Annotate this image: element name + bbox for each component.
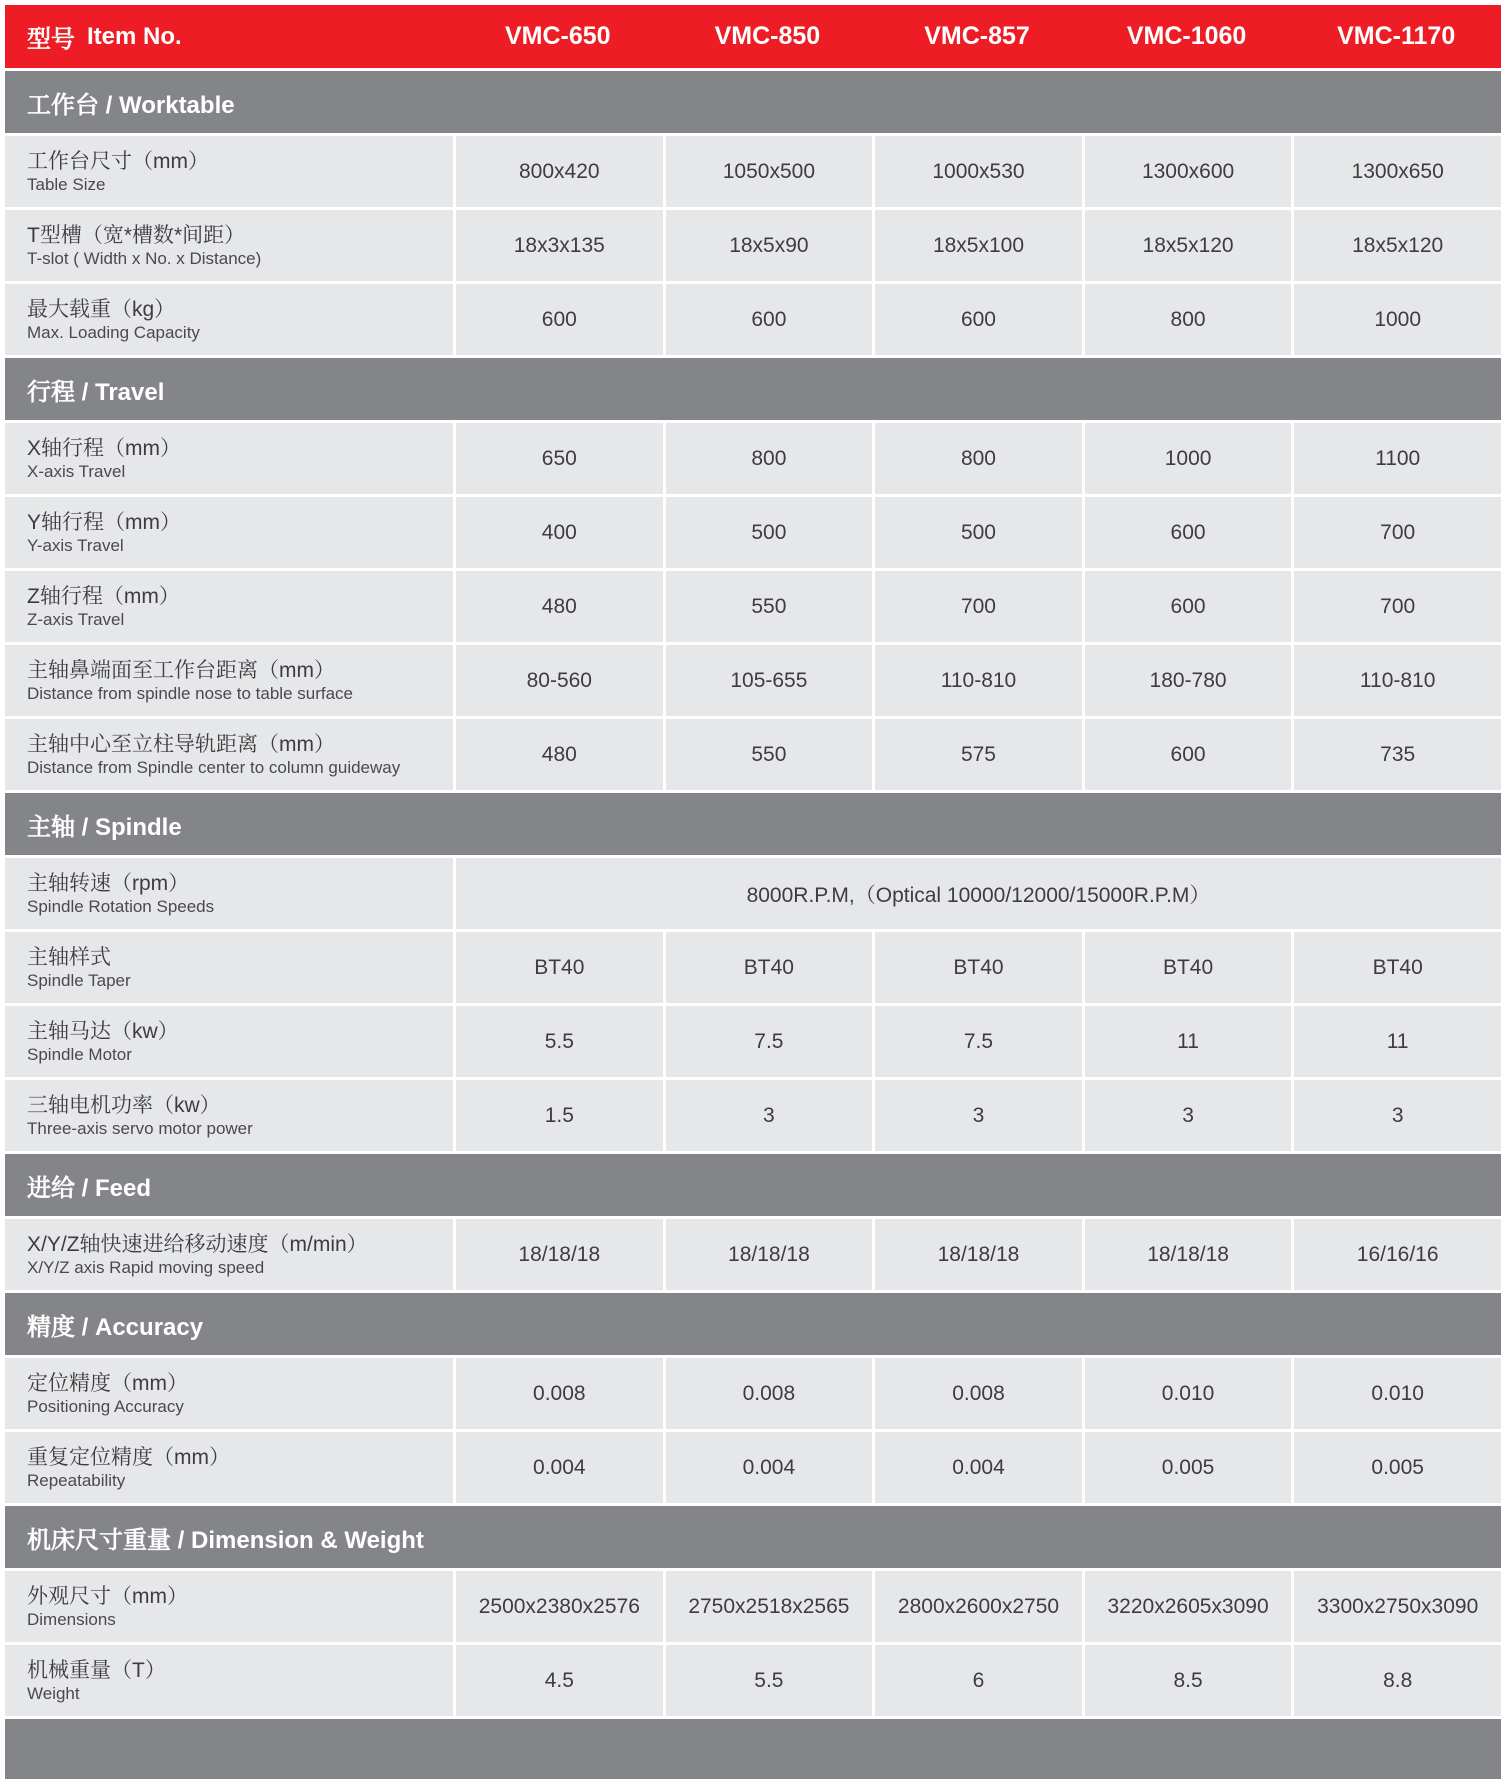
table-cell: 1000x530 [875, 136, 1082, 207]
row-label-en: Dimensions [27, 1609, 116, 1629]
row-label [5, 284, 453, 355]
table-cell: 0.010 [1294, 1358, 1501, 1429]
table-cell: 0.008 [666, 1358, 873, 1429]
table-cell: 3300x2750x3090 [1294, 1571, 1501, 1642]
table-cell: 8.8 [1294, 1645, 1501, 1716]
table-row [5, 932, 1501, 1003]
row-label [5, 1080, 453, 1151]
table-cell: 0.004 [666, 1432, 873, 1503]
table-cell: 700 [1294, 571, 1501, 642]
table-cell: 800 [1085, 284, 1292, 355]
item-no-label-en: Item No. [87, 22, 182, 50]
table-cell: 800 [875, 423, 1082, 494]
table-cell: 18x5x120 [1294, 210, 1501, 281]
table-cell: 3220x2605x3090 [1085, 1571, 1292, 1642]
table-cell: 11 [1085, 1006, 1292, 1077]
table-cell: 3 [875, 1080, 1082, 1151]
table-cell: 18x5x100 [875, 210, 1082, 281]
table-cell: 4.5 [456, 1645, 663, 1716]
row-label-en: Distance from spindle nose to table surface [27, 683, 354, 703]
table-cell: 2800x2600x2750 [875, 1571, 1082, 1642]
row-label-en: Y-axis Travel [27, 535, 124, 555]
row-label [5, 1006, 453, 1077]
table-row [5, 1432, 1501, 1503]
table-cell: 0.004 [456, 1432, 663, 1503]
table-cell: BT40 [1294, 932, 1501, 1003]
table-cell: 1.5 [456, 1080, 663, 1151]
row-label-zh: 主轴样式 [27, 945, 111, 969]
table-row [5, 497, 1501, 568]
table-cell: 480 [456, 571, 663, 642]
table-cell: 180-780 [1085, 645, 1292, 716]
row-label-en: Repeatability [27, 1470, 126, 1490]
table-cell: 16/16/16 [1294, 1219, 1501, 1290]
row-label-en: Weight [27, 1683, 80, 1703]
table-cell: 80-560 [456, 645, 663, 716]
table-cell: 18/18/18 [666, 1219, 873, 1290]
table-cell: 5.5 [666, 1645, 873, 1716]
table-cell: 5.5 [456, 1006, 663, 1077]
table-cell: 18/18/18 [875, 1219, 1082, 1290]
table-cell: 18/18/18 [1085, 1219, 1292, 1290]
table-row [5, 645, 1501, 716]
table-cell: 700 [875, 571, 1082, 642]
model-header: VMC-1170 [1337, 22, 1456, 50]
section-header: 进给 / Feed [5, 1154, 1501, 1216]
row-label [5, 1432, 453, 1503]
table-cell: 8.5 [1085, 1645, 1292, 1716]
table-cell: 800 [666, 423, 873, 494]
row-label [5, 645, 453, 716]
table-cell: 18x3x135 [456, 210, 663, 281]
table-cell: 500 [666, 497, 873, 568]
table-cell: 3 [1085, 1080, 1292, 1151]
row-label-en: Spindle Rotation Speeds [27, 896, 215, 916]
row-label [5, 423, 453, 494]
table-cell: 650 [456, 423, 663, 494]
table-cell: 7.5 [875, 1006, 1082, 1077]
table-row [5, 1006, 1501, 1077]
table-row [5, 1219, 1501, 1290]
table-row [5, 210, 1501, 281]
row-label-en: X/Y/Z axis Rapid moving speed [27, 1257, 265, 1277]
table-cell: 1300x650 [1294, 136, 1501, 207]
table-cell: 600 [1085, 571, 1292, 642]
row-label [5, 1219, 453, 1290]
row-label-zh: 主轴马达（kw） [27, 1019, 179, 1043]
row-label [5, 932, 453, 1003]
row-label-en: Spindle Taper [27, 970, 131, 990]
table-cell: 0.008 [875, 1358, 1082, 1429]
section-header: 工作台 / Worktable [5, 71, 1501, 133]
table-cell: 1050x500 [666, 136, 873, 207]
section-header: 精度 / Accuracy [5, 1293, 1501, 1355]
row-label-zh: 最大载重（kg） [27, 297, 176, 321]
table-cell: 3 [666, 1080, 873, 1151]
table-cell: 2750x2518x2565 [666, 1571, 873, 1642]
row-label-en: X-axis Travel [27, 461, 126, 481]
table-cell: 0.005 [1085, 1432, 1292, 1503]
model-header: VMC-850 [714, 22, 821, 50]
table-row [5, 719, 1501, 790]
row-label-en: Table Size [27, 174, 106, 194]
table-row [5, 1358, 1501, 1429]
table-cell: 400 [456, 497, 663, 568]
table-cell: 800x420 [456, 136, 663, 207]
table-cell: 700 [1294, 497, 1501, 568]
row-label-en: Three-axis servo motor power [27, 1118, 253, 1138]
table-cell: BT40 [666, 932, 873, 1003]
table-cell: 500 [875, 497, 1082, 568]
table-cell: 600 [875, 284, 1082, 355]
table-row [5, 858, 1501, 929]
table-cell: 1000 [1085, 423, 1292, 494]
table-cell: 550 [666, 571, 873, 642]
table-cell: 110-810 [875, 645, 1082, 716]
table-cell-span: 8000R.P.M,（Optical 10000/12000/15000R.P.M） [456, 858, 1501, 929]
row-label [5, 497, 453, 568]
table-header [5, 5, 1501, 68]
section-header: 行程 / Travel [5, 358, 1501, 420]
row-label-zh: 定位精度（mm） [27, 1371, 188, 1395]
row-label-zh: 机械重量（T） [27, 1658, 166, 1682]
model-header: VMC-857 [924, 22, 1030, 50]
row-label-en: Max. Loading Capacity [27, 322, 200, 342]
table-cell: 105-655 [666, 645, 873, 716]
table-cell: 1100 [1294, 423, 1501, 494]
table-cell: 0.005 [1294, 1432, 1501, 1503]
item-no-label-zh: 型号 [27, 26, 75, 53]
table-row [5, 1571, 1501, 1642]
model-header: VMC-650 [505, 22, 611, 50]
table-cell: BT40 [456, 932, 663, 1003]
table-cell: 11 [1294, 1006, 1501, 1077]
section-header: 机床尺寸重量 / Dimension & Weight [5, 1506, 1501, 1568]
row-label-zh: 主轴中心至立柱导轨距离（mm） [27, 732, 335, 756]
row-label [5, 571, 453, 642]
row-label-zh: Y轴行程（mm） [27, 510, 181, 534]
table-cell: 600 [666, 284, 873, 355]
row-label-zh: 主轴转速（rpm） [27, 871, 190, 895]
row-label-zh: 外观尺寸（mm） [27, 1584, 188, 1608]
row-label-en: Z-axis Travel [27, 609, 125, 629]
row-label-zh: Z轴行程（mm） [27, 584, 180, 608]
table-cell: 18x5x90 [666, 210, 873, 281]
table-cell: 0.008 [456, 1358, 663, 1429]
table-cell: 6 [875, 1645, 1082, 1716]
table-row [5, 1645, 1501, 1716]
row-label-zh: X轴行程（mm） [27, 436, 181, 460]
row-label-en: Distance from Spindle center to column guideway [27, 757, 401, 777]
table-cell: 480 [456, 719, 663, 790]
model-header: VMC-1060 [1126, 22, 1247, 50]
row-label-en: Spindle Motor [27, 1044, 132, 1064]
table-cell: 18x5x120 [1085, 210, 1292, 281]
row-label-zh: 重复定位精度（mm） [27, 1445, 230, 1469]
row-label-zh: 主轴鼻端面至工作台距离（mm） [27, 658, 335, 682]
row-label-zh: T型槽（宽*槽数*间距） [27, 223, 246, 247]
table-cell: 600 [1085, 719, 1292, 790]
table-cell: 550 [666, 719, 873, 790]
table-cell: 575 [875, 719, 1082, 790]
row-label-en: Positioning Accuracy [27, 1396, 184, 1416]
row-label-en: T-slot ( Width x No. x Distance) [27, 248, 262, 268]
table-cell: 2500x2380x2576 [456, 1571, 663, 1642]
table-cell: BT40 [1085, 932, 1292, 1003]
row-label [5, 1645, 453, 1716]
section-header: 主轴 / Spindle [5, 793, 1501, 855]
table-cell: 735 [1294, 719, 1501, 790]
spec-table [5, 5, 1501, 1779]
table-row [5, 1080, 1501, 1151]
table-cell: 3 [1294, 1080, 1501, 1151]
table-row [5, 136, 1501, 207]
table-row [5, 284, 1501, 355]
table-cell: BT40 [875, 932, 1082, 1003]
table-cell: 110-810 [1294, 645, 1501, 716]
row-label [5, 1358, 453, 1429]
row-label [5, 210, 453, 281]
table-cell: 1000 [1294, 284, 1501, 355]
row-label [5, 1571, 453, 1642]
table-cell: 0.010 [1085, 1358, 1292, 1429]
table-footer-bar [5, 1719, 1501, 1779]
row-label-zh: X/Y/Z轴快速进给移动速度（m/min） [27, 1232, 368, 1256]
table-cell: 600 [1085, 497, 1292, 568]
table-cell: 7.5 [666, 1006, 873, 1077]
table-row [5, 571, 1501, 642]
row-label-zh: 工作台尺寸（mm） [27, 149, 209, 173]
table-cell: 18/18/18 [456, 1219, 663, 1290]
table-cell: 600 [456, 284, 663, 355]
table-row [5, 423, 1501, 494]
table-body [5, 71, 1501, 1716]
table-cell: 0.004 [875, 1432, 1082, 1503]
row-label [5, 719, 453, 790]
row-label-zh: 三轴电机功率（kw） [27, 1093, 221, 1117]
item-no-header [5, 5, 453, 68]
table-cell: 1300x600 [1085, 136, 1292, 207]
row-label [5, 858, 453, 929]
row-label [5, 136, 453, 207]
